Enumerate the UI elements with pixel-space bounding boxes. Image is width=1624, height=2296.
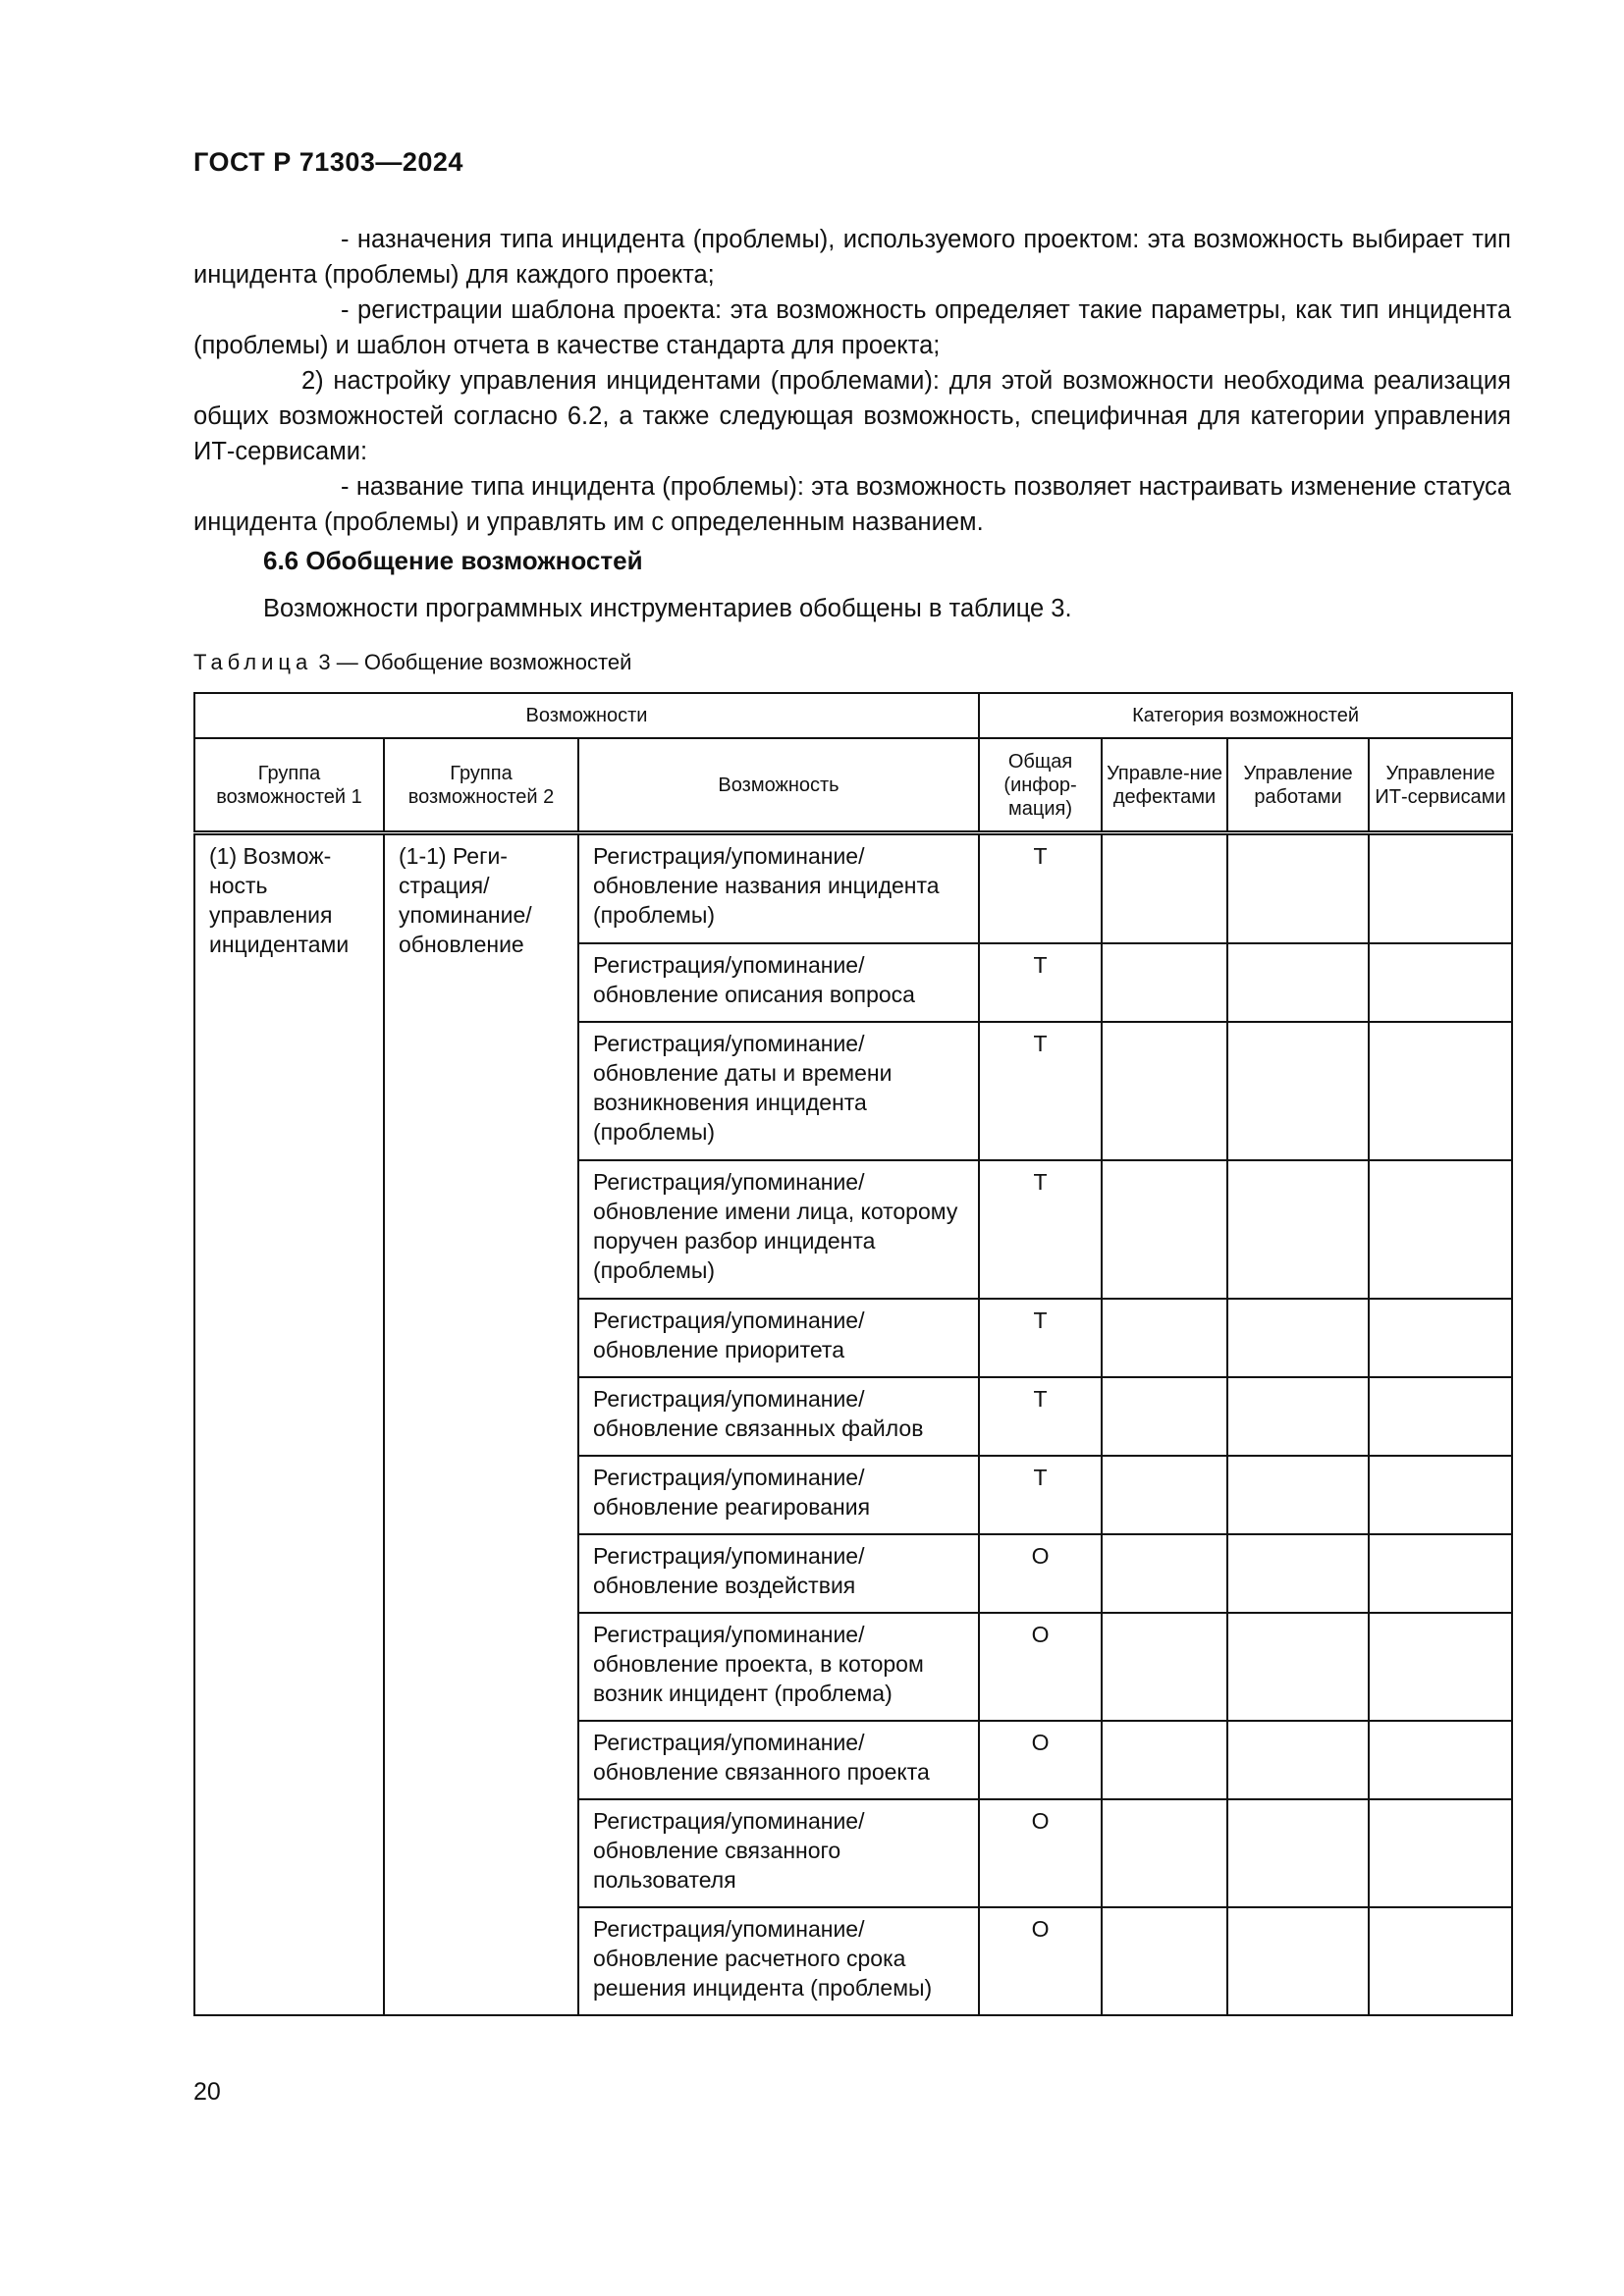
col-capability: Возможность (578, 738, 979, 833)
general-value: Т (1033, 951, 1048, 978)
page-number: 20 (193, 2078, 221, 2106)
table-header-row-2 (194, 738, 1512, 833)
document-header: ГОСТ Р 71303—2024 (193, 147, 463, 177)
capability-cell: Регистрация/упоминание/ обновление приоритета (578, 1299, 979, 1377)
itsm-cell (1369, 1456, 1512, 1534)
general-value: О (1031, 1915, 1050, 1942)
itsm-cell (1369, 833, 1512, 943)
defects-cell (1102, 1613, 1227, 1721)
defects-cell (1102, 833, 1227, 943)
defects-cell (1102, 1456, 1227, 1534)
capabilities-table (193, 692, 1513, 2016)
paragraph-dash-2: - регистрации шаблона проекта: эта возможность определяет такие параметры, как тип инцидента (проблемы) и шаблон отчета в качестве стандарта для проекта; (193, 296, 1511, 359)
itsm-cell (1369, 1721, 1512, 1799)
col-itsm: Управление ИТ-сервисами (1369, 738, 1512, 833)
capability-cell: Регистрация/упоминание/ обновление связанных файлов (578, 1377, 979, 1456)
itsm-cell (1369, 1377, 1512, 1456)
capability-cell: Регистрация/упоминание/ обновление проекта, в котором возник инцидент (проблема) (578, 1613, 979, 1721)
paragraph-numbered-2: 2) настройку управления инцидентами (проблемами): для этой возможности необходима реализация общих возможностей согласно 6.2, а также следующая возможность, специфичная для категории управления ИТ-сервисами: (193, 367, 1511, 465)
works-cell (1227, 1299, 1369, 1377)
defects-cell (1102, 1534, 1227, 1613)
itsm-cell (1369, 943, 1512, 1022)
general-cell (979, 1799, 1102, 1907)
defects-cell (1102, 1022, 1227, 1160)
table-row (194, 833, 1512, 943)
works-cell (1227, 1534, 1369, 1613)
header-capabilities: Возможности (194, 693, 979, 738)
section-heading: 6.6 Обобщение возможностей (263, 546, 643, 575)
general-cell (979, 1456, 1102, 1534)
defects-cell (1102, 1721, 1227, 1799)
table-caption (193, 650, 631, 675)
defects-cell (1102, 1799, 1227, 1907)
capability-cell: Регистрация/упоминание/ обновление описания вопроса (578, 943, 979, 1022)
works-cell (1227, 1907, 1369, 2015)
col-group2: Группа возможностей 2 (384, 738, 578, 833)
col-works: Управление работами (1227, 738, 1369, 833)
header-category: Категория возможностей (979, 693, 1512, 738)
general-value: Т (1033, 1030, 1048, 1056)
general-cell (979, 943, 1102, 1022)
capability-cell: Регистрация/упоминание/ обновление реагирования (578, 1456, 979, 1534)
section-text: Возможности программных инструментариев обобщены в таблице 3. (263, 595, 1072, 622)
capability-cell: Регистрация/упоминание/ обновление даты и времени возникновения инцидента (проблемы) (578, 1022, 979, 1160)
capability-cell: Регистрация/упоминание/ обновление воздействия (578, 1534, 979, 1613)
group2-cell: (1-1) Реги-страция/ упоминание/ обновление (384, 833, 578, 2015)
col-general: Общая (инфор-мация) (979, 738, 1102, 833)
itsm-cell (1369, 1299, 1512, 1377)
general-value: Т (1033, 1385, 1048, 1412)
table-header-row-1 (194, 693, 1512, 738)
works-cell (1227, 1377, 1369, 1456)
itsm-cell (1369, 1799, 1512, 1907)
general-cell (979, 1160, 1102, 1299)
works-cell (1227, 1721, 1369, 1799)
works-cell (1227, 943, 1369, 1022)
itsm-cell (1369, 1160, 1512, 1299)
table-caption-prefix: Таблица (193, 650, 313, 674)
body-text (193, 222, 1511, 540)
table-caption-title: 3 — Обобщение возможностей (318, 650, 632, 674)
capability-cell: Регистрация/упоминание/ обновление расчетного срока решения инцидента (проблемы) (578, 1907, 979, 2015)
capability-cell: Регистрация/упоминание/ обновление связанного пользователя (578, 1799, 979, 1907)
general-value: Т (1033, 1464, 1048, 1490)
general-cell (979, 1377, 1102, 1456)
itsm-cell (1369, 1613, 1512, 1721)
works-cell (1227, 1160, 1369, 1299)
general-cell (979, 1022, 1102, 1160)
general-cell (979, 1907, 1102, 2015)
general-value: О (1031, 1542, 1050, 1569)
capability-cell: Регистрация/упоминание/ обновление связанного проекта (578, 1721, 979, 1799)
capabilities-table-wrapper (193, 692, 1511, 2016)
general-cell (979, 833, 1102, 943)
general-value: О (1031, 1729, 1050, 1755)
defects-cell (1102, 943, 1227, 1022)
general-cell (979, 1299, 1102, 1377)
general-cell (979, 1613, 1102, 1721)
general-cell (979, 1534, 1102, 1613)
works-cell (1227, 1456, 1369, 1534)
capability-cell: Регистрация/упоминание/ обновление названия инцидента (проблемы) (578, 833, 979, 943)
paragraph-dash-1: - назначения типа инцидента (проблемы), используемого проектом: эта возможность выбирает тип инцидента (проблемы) для каждого проекта; (193, 226, 1511, 289)
works-cell (1227, 1022, 1369, 1160)
works-cell (1227, 833, 1369, 943)
itsm-cell (1369, 1907, 1512, 2015)
defects-cell (1102, 1160, 1227, 1299)
works-cell (1227, 1799, 1369, 1907)
defects-cell (1102, 1907, 1227, 2015)
defects-cell (1102, 1299, 1227, 1377)
general-value: Т (1033, 843, 1048, 869)
defects-cell (1102, 1377, 1227, 1456)
capability-cell: Регистрация/упоминание/ обновление имени лица, которому поручен разбор инцидента (проблемы) (578, 1160, 979, 1299)
general-value: Т (1033, 1307, 1048, 1333)
itsm-cell (1369, 1534, 1512, 1613)
col-group1: Группа возможностей 1 (194, 738, 384, 833)
general-cell (979, 1721, 1102, 1799)
paragraph-dash-3: - название типа инцидента (проблемы): эта возможность позволяет настраивать изменение статуса инцидента (проблемы) и управлять им с определенным названием. (193, 473, 1511, 536)
general-value: О (1031, 1621, 1050, 1647)
general-value: О (1031, 1807, 1050, 1834)
group1-cell: (1) Возмож-ность управления инцидентами (194, 833, 384, 2015)
general-value: Т (1033, 1168, 1048, 1195)
itsm-cell (1369, 1022, 1512, 1160)
works-cell (1227, 1613, 1369, 1721)
col-defects: Управле-ние дефектами (1102, 738, 1227, 833)
